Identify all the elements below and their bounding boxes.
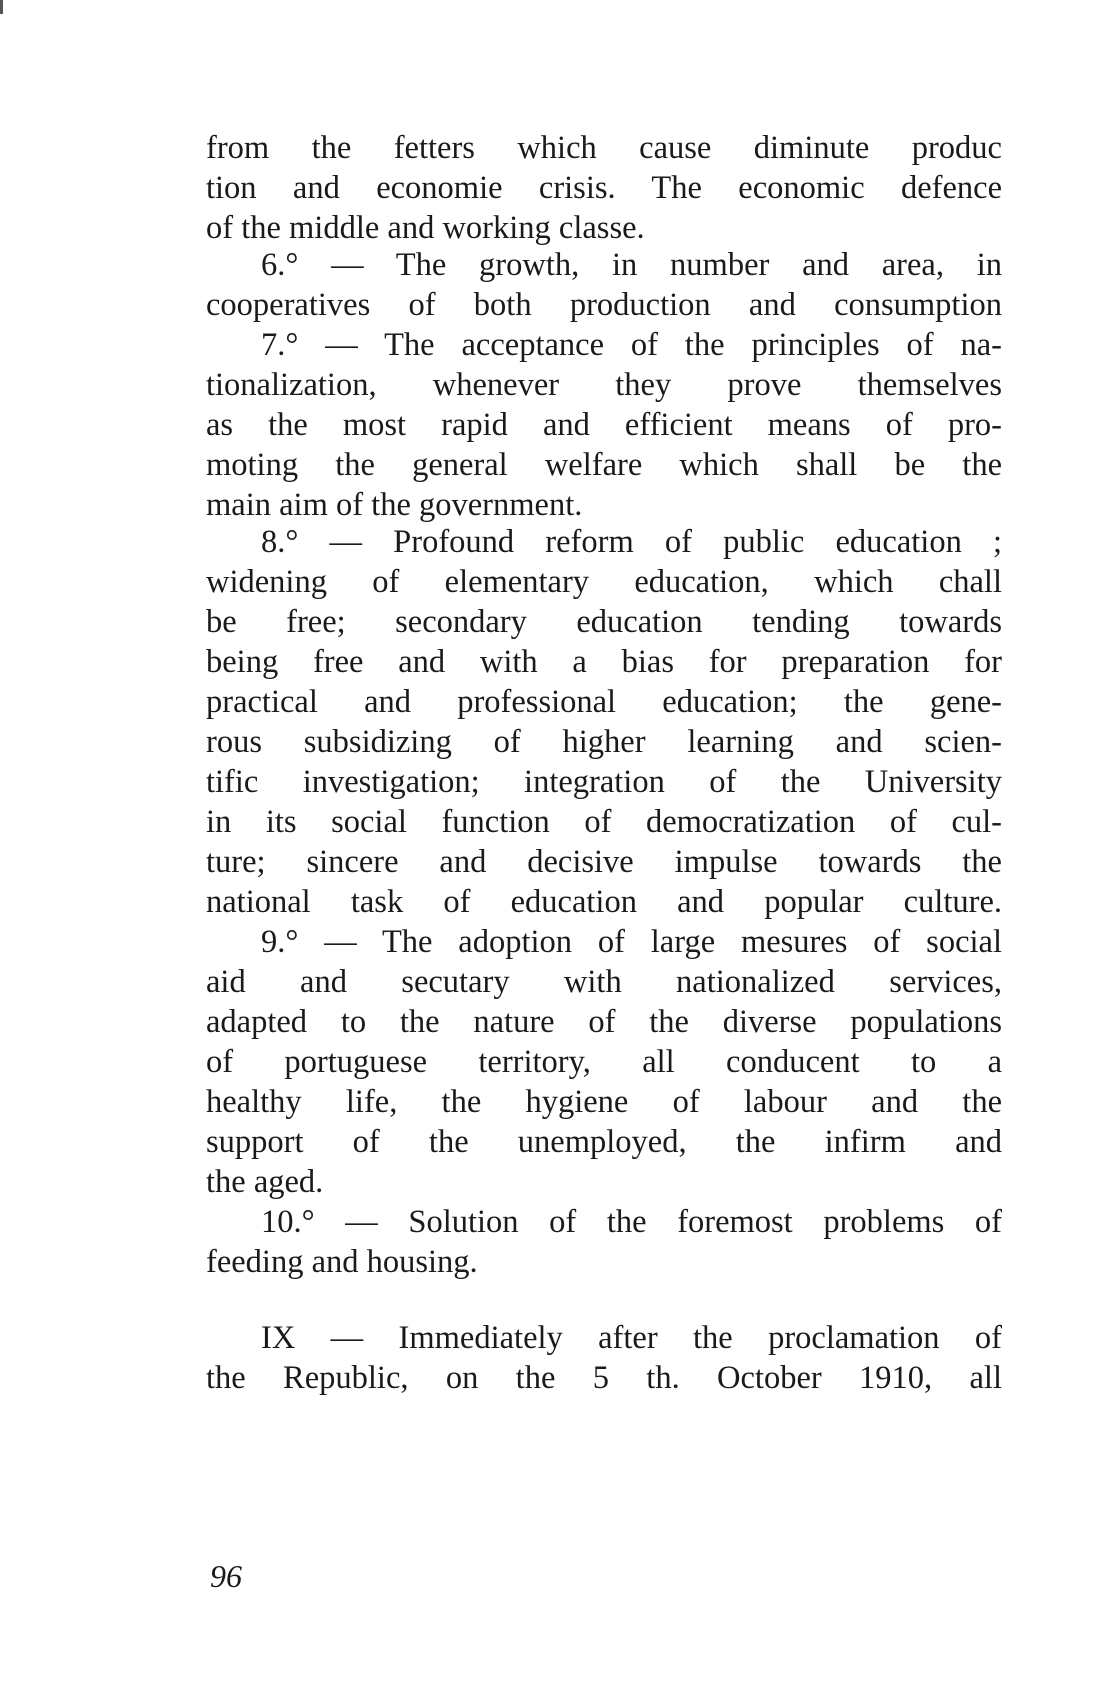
- text-line: rous subsidizing of higher learning and scien-: [206, 724, 1002, 760]
- text-line: feeding and housing.: [206, 1244, 478, 1280]
- text-line: 6.° — The growth, in number and area, in: [261, 247, 1002, 283]
- text-line: ture; sincere and decisive impulse towards the: [206, 844, 1002, 880]
- scan-edge-mark: [0, 0, 3, 14]
- text-line: main aim of the government.: [206, 487, 583, 523]
- text-line: from the fetters which cause diminute produc: [206, 130, 1002, 166]
- text-line: 8.° — Profound reform of public education ;: [261, 524, 1002, 560]
- text-line: cooperatives of both production and consumption: [206, 287, 1002, 323]
- text-line: 9.° — The adoption of large mesures of social: [261, 924, 1002, 960]
- text-line: as the most rapid and efficient means of pro-: [206, 407, 1002, 443]
- text-line: IX — Immediately after the proclamation of: [261, 1320, 1002, 1356]
- text-line: healthy life, the hygiene of labour and the: [206, 1084, 1002, 1120]
- text-line: national task of education and popular culture.: [206, 884, 1002, 920]
- text-line: tion and economie crisis. The economic defence: [206, 170, 1002, 206]
- text-line: in its social function of democratization of cul-: [206, 804, 1002, 840]
- text-line: of the middle and working classe.: [206, 210, 645, 246]
- text-line: practical and professional education; the gene-: [206, 684, 1002, 720]
- text-line: tionalization, whenever they prove themselves: [206, 367, 1002, 403]
- text-line: 10.° — Solution of the foremost problems of: [261, 1204, 1002, 1240]
- text-line: widening of elementary education, which chall: [206, 564, 1002, 600]
- page-number: 96: [210, 1558, 242, 1594]
- text-line: aid and secutary with nationalized services,: [206, 964, 1002, 1000]
- text-line: moting the general welfare which shall be the: [206, 447, 1002, 483]
- text-line: being free and with a bias for preparation for: [206, 644, 1002, 680]
- text-line: adapted to the nature of the diverse populations: [206, 1004, 1002, 1040]
- text-line: support of the unemployed, the infirm and: [206, 1124, 1002, 1160]
- text-line: be free; secondary education tending towards: [206, 604, 1002, 640]
- text-line: the Republic, on the 5 th. October 1910, all: [206, 1360, 1002, 1396]
- text-line: the aged.: [206, 1164, 324, 1200]
- text-line: 7.° — The acceptance of the principles of na-: [261, 327, 1002, 363]
- text-line: of portuguese territory, all conducent to a: [206, 1044, 1002, 1080]
- text-line: tific investigation; integration of the University: [206, 764, 1002, 800]
